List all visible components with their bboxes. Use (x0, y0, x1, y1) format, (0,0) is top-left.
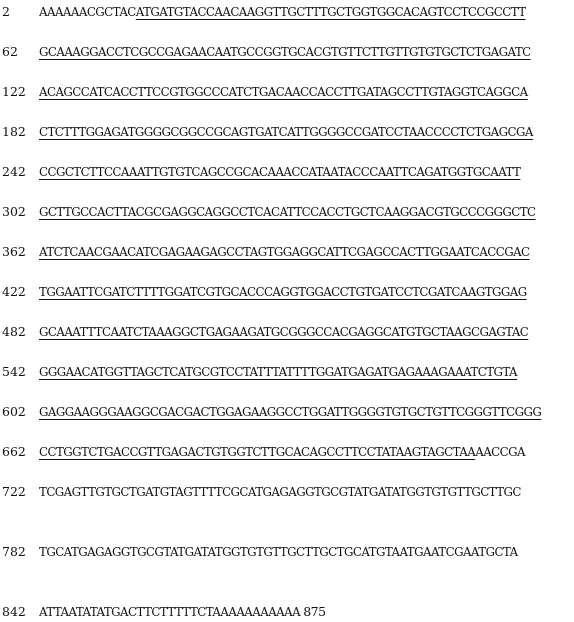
position-number: 782 (2, 544, 26, 559)
nucleotide-sequence (39, 122, 573, 142)
coding-sequence: ACAGCCATCACCTTCCGTGGCCCATCTGACAACCACCTTGATAGCCTTGTAGGTCAGGCA (39, 85, 528, 99)
coding-sequence: GCTTGCCACTTACGCGAGGCAGGCCTCACATTCCACCTGCTCAAGGACGTGCCCGGGCTC (39, 205, 536, 219)
nucleotide-sequence (39, 2, 573, 22)
nucleotide-sequence (39, 242, 573, 262)
position-number: 182 (2, 124, 26, 139)
position-number: 542 (2, 364, 26, 379)
nucleotide-sequence (39, 162, 573, 182)
end-position-number: 875 (303, 604, 326, 619)
nucleotide-row (0, 602, 574, 622)
amino-acid-row (0, 142, 574, 162)
position-number: 482 (2, 324, 26, 339)
position-number: 122 (2, 84, 26, 99)
nucleotide-sequence (39, 362, 573, 382)
coding-sequence: ATCTCAACGAACATCGAGAAGAGCCTAGTGGAGGCATTCGAGCCACTTGGAATCACCGAC (39, 245, 530, 259)
amino-acid-row (0, 102, 574, 122)
nucleotide-row (0, 42, 574, 62)
nucleotide-row (0, 282, 574, 302)
coding-sequence: CCTGGTCTGACCGTTGAGACTGTGGTCTTGCACAGCCTTCCTATAAGTAGCTAA (39, 445, 476, 459)
amino-acid-row (0, 462, 574, 482)
position-number: 722 (2, 484, 26, 499)
nucleotide-row (0, 542, 574, 562)
nucleotide-row (0, 82, 574, 102)
nucleotide-row (0, 122, 574, 142)
position-number: 242 (2, 164, 26, 179)
position-number: 662 (2, 444, 26, 459)
coding-sequence: GCAAAGGACCTCGCCGAGAACAATGCCGGTGCACGTGTTCTTGTTGTGTGCTCTGAGATC (39, 45, 531, 59)
utr-sequence: AACCGA (475, 445, 525, 459)
coding-sequence: GCAAATTTCAATCTAAAGGCTGAGAAGATGCGGGCCACGAGGCATGTGCTAAGCGAGTAC (39, 325, 529, 339)
nucleotide-sequence (39, 282, 573, 302)
nucleotide-sequence (39, 202, 573, 222)
position-number: 2 (2, 4, 10, 19)
amino-acid-row (0, 62, 574, 82)
nucleotide-sequence (39, 322, 573, 342)
nucleotide-row (0, 402, 574, 422)
amino-acid-row (0, 182, 574, 202)
amino-acid-row (0, 22, 574, 42)
amino-acid-row (0, 302, 574, 322)
nucleotide-row (0, 482, 574, 502)
amino-acid-row (0, 262, 574, 282)
nucleotide-row (0, 2, 574, 22)
utr-sequence: TGCATGAGAGGTGCGTATGATATGGTGTGTTGCTTGCTGCATGTAATGAATCGAATGCTA (39, 545, 518, 559)
nucleotide-sequence (39, 602, 573, 622)
amino-acid-row (0, 382, 574, 402)
nucleotide-row (0, 242, 574, 262)
nucleotide-sequence (39, 402, 573, 422)
position-number: 362 (2, 244, 26, 259)
coding-sequence: GGGAACATGGTTAGCTCATGCGTCCTATTTATTTTGGATGAGATGAGAAAGAAATCTGTA (39, 365, 518, 379)
utr-sequence: AAAAAACGCTAC (39, 5, 136, 19)
coding-sequence: GAGGAAGGGAAGGCGACGACTGGAGAAGGCCTGGATTGGGGTGTGCTGTTCGGGTTCGGG (39, 405, 542, 419)
coding-sequence: CTCTTTGGAGATGGGGCGGCCGCAGTGATCATTGGGGCCGATCCTAACCCCTCTGAGCGA (39, 125, 533, 139)
nucleotide-sequence (39, 42, 573, 62)
nucleotide-row (0, 362, 574, 382)
nucleotide-sequence (39, 442, 573, 462)
amino-acid-row (0, 422, 574, 442)
position-number: 422 (2, 284, 26, 299)
nucleotide-row (0, 162, 574, 182)
nucleotide-row (0, 202, 574, 222)
amino-acid-row (0, 222, 574, 242)
nucleotide-row (0, 442, 574, 462)
nucleotide-row (0, 322, 574, 342)
nucleotide-sequence (39, 542, 573, 562)
nucleotide-sequence (39, 482, 573, 502)
utr-sequence: TCGAGTTGTGCTGATGTAGTTTTCGCATGAGAGGTGCGTATGATATGGTGTGTTGCTTGC (39, 485, 521, 499)
position-number: 62 (2, 44, 18, 59)
coding-sequence: TGGAATTCGATCTTTTGGATCGTGCACCCAGGTGGACCTGTGATCCTCGATCAAGTGGAG (39, 285, 527, 299)
nucleotide-sequence (39, 82, 573, 102)
coding-sequence: ATGATGTACCAACAAGGTTGCTTTGCTGGTGGCACAGTCCTCCGCCTT (135, 5, 526, 19)
position-number: 602 (2, 404, 26, 419)
position-number: 302 (2, 204, 26, 219)
coding-sequence: CCGCTCTTCCAAATTGTGTCAGCCGCACAAACCATAATACCCAATTCAGATGGTGCAATT (39, 165, 521, 179)
position-number: 842 (2, 604, 26, 619)
utr-sequence: ATTAATATATGACTTCTTTTTCTAAAAAAAAAAA (39, 605, 301, 619)
amino-acid-row (0, 342, 574, 362)
